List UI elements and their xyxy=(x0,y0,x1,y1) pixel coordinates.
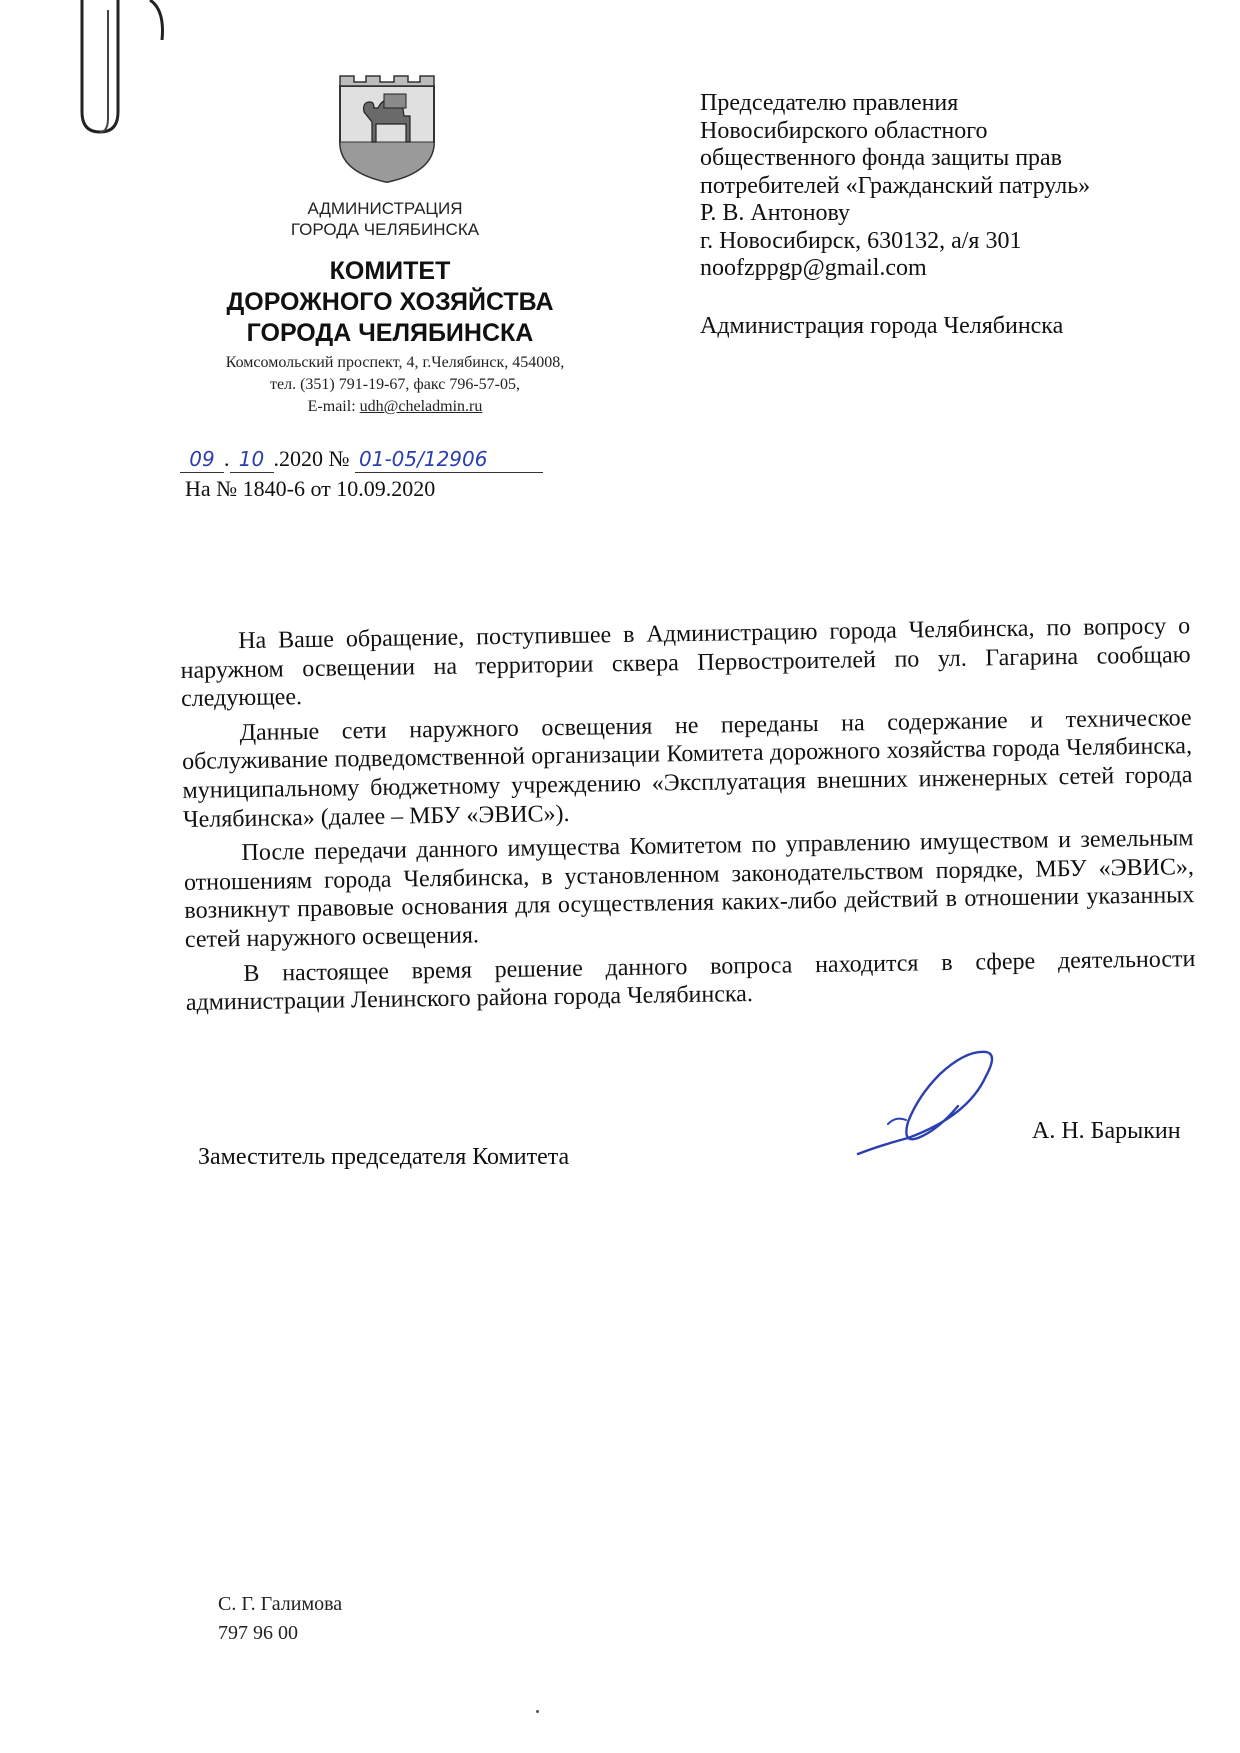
handwritten-signature xyxy=(848,1046,1008,1166)
addressee-block xyxy=(700,90,1170,340)
body-paragraph: После передачи данного имущества Комитетом по управлению имуществом и земельным отношениям города Челябинска, в установленном законодательством порядке, МБУ «ЭВИС», возникнут правовые основания для осуществления каких-либо действий в отношении указанных сетей наружного освещения. xyxy=(183,825,1195,953)
signer-name: А. Н. Барыкин xyxy=(1032,1118,1181,1144)
addressee-line: Новосибирского областного xyxy=(700,117,988,144)
addressee-line: общественного фонда защиты прав xyxy=(700,145,1063,171)
ref-year: .2020 № xyxy=(273,446,350,471)
addressee-email: noofzppgp@gmail.com xyxy=(700,255,927,281)
copy-to: Администрация города Челябинска xyxy=(700,312,1064,339)
signer-position: Заместитель председателя Комитета xyxy=(198,1144,570,1170)
ref-number: 01-05/12906 xyxy=(355,446,543,473)
addressee-line: Р. В. Антонову xyxy=(700,200,851,226)
committee-line: ДОРОЖНОГО ХОЗЯЙСТВА xyxy=(226,288,554,316)
outgoing-reference xyxy=(180,446,543,473)
executor-phone: 797 96 00 xyxy=(218,1622,298,1644)
scan-speck xyxy=(536,1710,539,1713)
executor-info xyxy=(218,1590,342,1648)
addressee-line: потребителей «Гражданский патруль» xyxy=(700,172,1091,199)
committee-line: ГОРОДА ЧЕЛЯБИНСКА xyxy=(246,319,534,347)
email-link[interactable]: udh@cheladmin.ru xyxy=(359,398,483,415)
incoming-reference: На № 1840-6 от 10.09.2020 xyxy=(185,476,436,501)
contact-info xyxy=(160,352,630,418)
body-paragraph: На Ваше обращение, поступившее в Администрацию города Челябинска, по вопросу о наружном освещении на территории сквера Первостроителей по ул. Гагарина сообщаю следующее. xyxy=(180,613,1191,713)
city-emblem-icon xyxy=(336,72,438,184)
addressee-line: г. Новосибирск, 630132, а/я 301 xyxy=(700,227,1022,254)
body-paragraph: Данные сети наружного освещения не переданы на содержание и техническое обслуживание подведомственной организации Комитета дорожного хозяйства города Челябинска, муниципальному бюджетному учреждению «Эксплуатация внешних инженерных сетей города Челябинска» (далее – МБУ «ЭВИС»). xyxy=(181,704,1193,833)
executor-name: С. Г. Галимова xyxy=(218,1593,343,1615)
phone-fax: тел. (351) 791-19-67, факс 796-57-05, xyxy=(270,376,520,393)
administration-title xyxy=(240,198,530,240)
letter-body xyxy=(180,612,1196,1018)
ref-dot: . xyxy=(224,446,230,471)
email-line xyxy=(160,396,630,418)
email-label: E-mail: xyxy=(307,398,360,415)
admin-line: АДМИНИСТРАЦИЯ xyxy=(307,199,463,218)
address: Комсомольский проспект, 4, г.Челябинск, 454008, xyxy=(225,354,565,371)
paperclip-icon xyxy=(0,0,180,140)
ref-month: 10 xyxy=(230,446,274,473)
admin-line: ГОРОДА ЧЕЛЯБИНСКА xyxy=(290,220,480,239)
committee-line: КОМИТЕТ xyxy=(329,257,451,285)
body-paragraph: В настоящее время решение данного вопроса находится в сфере деятельности администрации Ленинского района города Челябинска. xyxy=(185,945,1196,1017)
addressee-line: Председателю правления xyxy=(700,90,959,116)
committee-title xyxy=(190,256,590,349)
ref-day: 09 xyxy=(180,446,224,473)
